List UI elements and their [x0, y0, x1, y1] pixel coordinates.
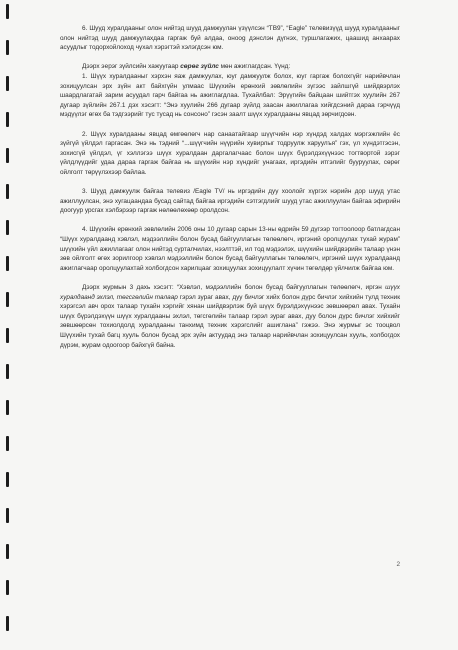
binder-hole: [6, 436, 9, 451]
paragraph: [60, 72, 400, 120]
binder-hole: [6, 508, 9, 523]
binder-hole: [6, 40, 9, 55]
paragraph-text: 6. Шууд хуралдааныг олон нийтэд шууд дамжуулан үзүүлсэн “ТВ9”, “Eagle” телевизүүд шууд хуралдааныг олон нийтэд шууд дамжуулахдаа гаргаж буй алдаа, онооg дэнслэн дүгнэх, туршлагажих, цаашид анхаарах асуудлыг тодорхойлоход чухал хэрэгтэй хэлэгдсэн юм.: [60, 25, 400, 52]
binder-hole: [6, 400, 9, 415]
binder-hole: [6, 184, 9, 199]
binder-hole: [6, 112, 9, 127]
binder-holes-strip: [6, 0, 10, 650]
binder-hole: [6, 292, 9, 307]
document-body: [60, 24, 400, 360]
binder-hole: [6, 4, 9, 19]
paragraph: [60, 24, 400, 53]
binder-hole: [6, 256, 9, 271]
paragraph-text: Дээрх эерэг зүйлсийн хажуугаар: [82, 63, 181, 71]
binder-hole: [6, 364, 9, 379]
paragraph-text: Дээрх журмын 3 дахь хэсэгт: “Хэвлэл, мэдээллийн болон бусад байгууллагын төлөөлөгч, иргэн: [82, 284, 386, 292]
emphasis-text: сөрөг зүйлс: [180, 63, 219, 71]
binder-hole: [6, 76, 9, 91]
binder-hole: [6, 328, 9, 343]
paragraph: [60, 225, 400, 273]
paragraph: [60, 187, 400, 216]
paragraph-text: болон дүрс бичлэг хийхийн тулд техник хэрэгсэл авч орох талаар тухайн хэргийг хянан шийдвэрлэж буй шүүх бүрэлдэхүүнээс зөвшөөрөл авах. Тухайн шүүх бүрэлдэхүүн шүүх хуралдааны эхлэл, төгсгөлийн талаар гэрэл зураг авах, дуу болон дүрс бичлэг хийхийг зөвшөөрсөн тохиолдолд хуралдааны танхимд техник хэрэгслийг ашиглана” гэжээ. Энэ журмыг эс тооцвол Шүүхийн тухай багц хууль болон бусад эрх зүйн актуудад энэ талаар нарийвчлан зохицуулсан хууль, холбогдох дүрэм, журам одоогоор байхгүй байна.: [60, 293, 401, 349]
paragraph: [60, 62, 400, 72]
binder-hole: [6, 544, 9, 559]
bold-italic-text: [180, 63, 219, 70]
binder-hole: [6, 220, 9, 235]
paragraph-text: 4. Шүүхийн ерөнхий зөвлөлийн 2006 оны 10 дугаар сарын 13-ны өдрийн 59 дүгээр тогтоолоор батлагдсан “Шүүх хуралдаанд хэвлэл, мэдээллийн болон бусад байгууллагын төлөөлөгч, иргэний оролцуулах тухай журам” шүүхийн үйл ажиллагааг олон нийтэд сурталчилах, нээлттэй, ил тод мэдээлэх, шүүхийн шийдвэрийн талаар үнэн зөв ойлголт өгөх зорилгоор хэвлэл мэдээллийн болон бусад байгууллагын төлөөлөгч, иргэний шүүх хуралдаанд ажиглагчаар оролцуулахтай холбогдсон харилцааг зохицуулах зохицуулалт хүчин төгөлдөр үйлчилж байгаа юм.: [60, 226, 400, 272]
paragraph-text: 1. Шүүх хуралдааныг хэрхэн яаж дамжуулах, юуг дамжуулж болох, юуг гаргаж болохгүйг нарийвчлан зохицуулсан эрх зүйн акт байхгүйн улмаас Шүүхийн ерөнхий зөвлөлийн зүгээс зайлшгүй шийдвэрлэх шаардлагатай зарим асуудал гарч байгаа нь ажиглагдлаа. Тухайлбал: Эрүүгийн байцаан шийтгэх хуулийн 267 дугаар зүйлийн 267.1 дэх хэсэгт: “Энэ хуулийн 266 дугаар зүйлд заасан ажиллагаа хийгдсэний дараа гэрчүүд мэдүүлэг өгөх ба тэдгээрийг тус тусад нь сонсоно” гэсэн заалт шүүх хуралдааны явцад зөрчигдсөн.: [60, 72, 400, 119]
page-number: 2: [396, 561, 400, 568]
binder-hole: [6, 148, 9, 163]
binder-hole: [6, 580, 9, 595]
paragraph-text: гэрэл зураг авах, дуу бичлэг хийх: [177, 293, 280, 301]
paragraph-text: 2. Шүүх хуралдааны явцад өмгөөлөгч нар санаатайгаар шүүгчийн нэр хүндэд халдах мэргэжлийн ёс зүйгүй үйлдэл гаргасан. Энэ нь тэдний “...шүүгчийн нүүрийн хувирлыг тодруулж харуулъя” гэх, үл хүндэтгэсэн, зохисгүй үйлдэл, үг хэллэгээ шүүх хуралдаан даргалагчаас болон шүүх бүрэлдэхүүнээс тогтвортой зэрэг үйлдлүүдийг удаа дараа гаргаж байгаа нь шүүхийн нэр хүндийг унагаах, иргэдийн итгэлийг бууруулах, сөрөг ойлголт төрүүлэхээр байлаа.: [60, 130, 400, 176]
paragraph-text: мөн ажиглагдсан. Үүнд:: [218, 63, 291, 71]
paragraph: [60, 130, 400, 178]
paragraph-text: 3. Шууд дамжуулж байгаа телевиз /Eagle TV/ нь иргэдийн дуу хоолойг хүргэх нэрийн дор шууд утас ажиллуулсан, энэ хугацаандаа бусад сайтад байгаа иргэдийн сэтгэгдлийг шууд утас ажиллуулан байгаа эфирийн доогуур урсгах хэлбэрээр гаргаж нөлөөлөхөөр оролдсон.: [60, 188, 400, 215]
binder-hole: [6, 616, 9, 631]
binder-hole: [6, 472, 9, 487]
paragraph: [60, 283, 400, 350]
italic-text: шүүх хуралдаанд эхлэл, төгсгөлийн талаар: [60, 284, 400, 301]
